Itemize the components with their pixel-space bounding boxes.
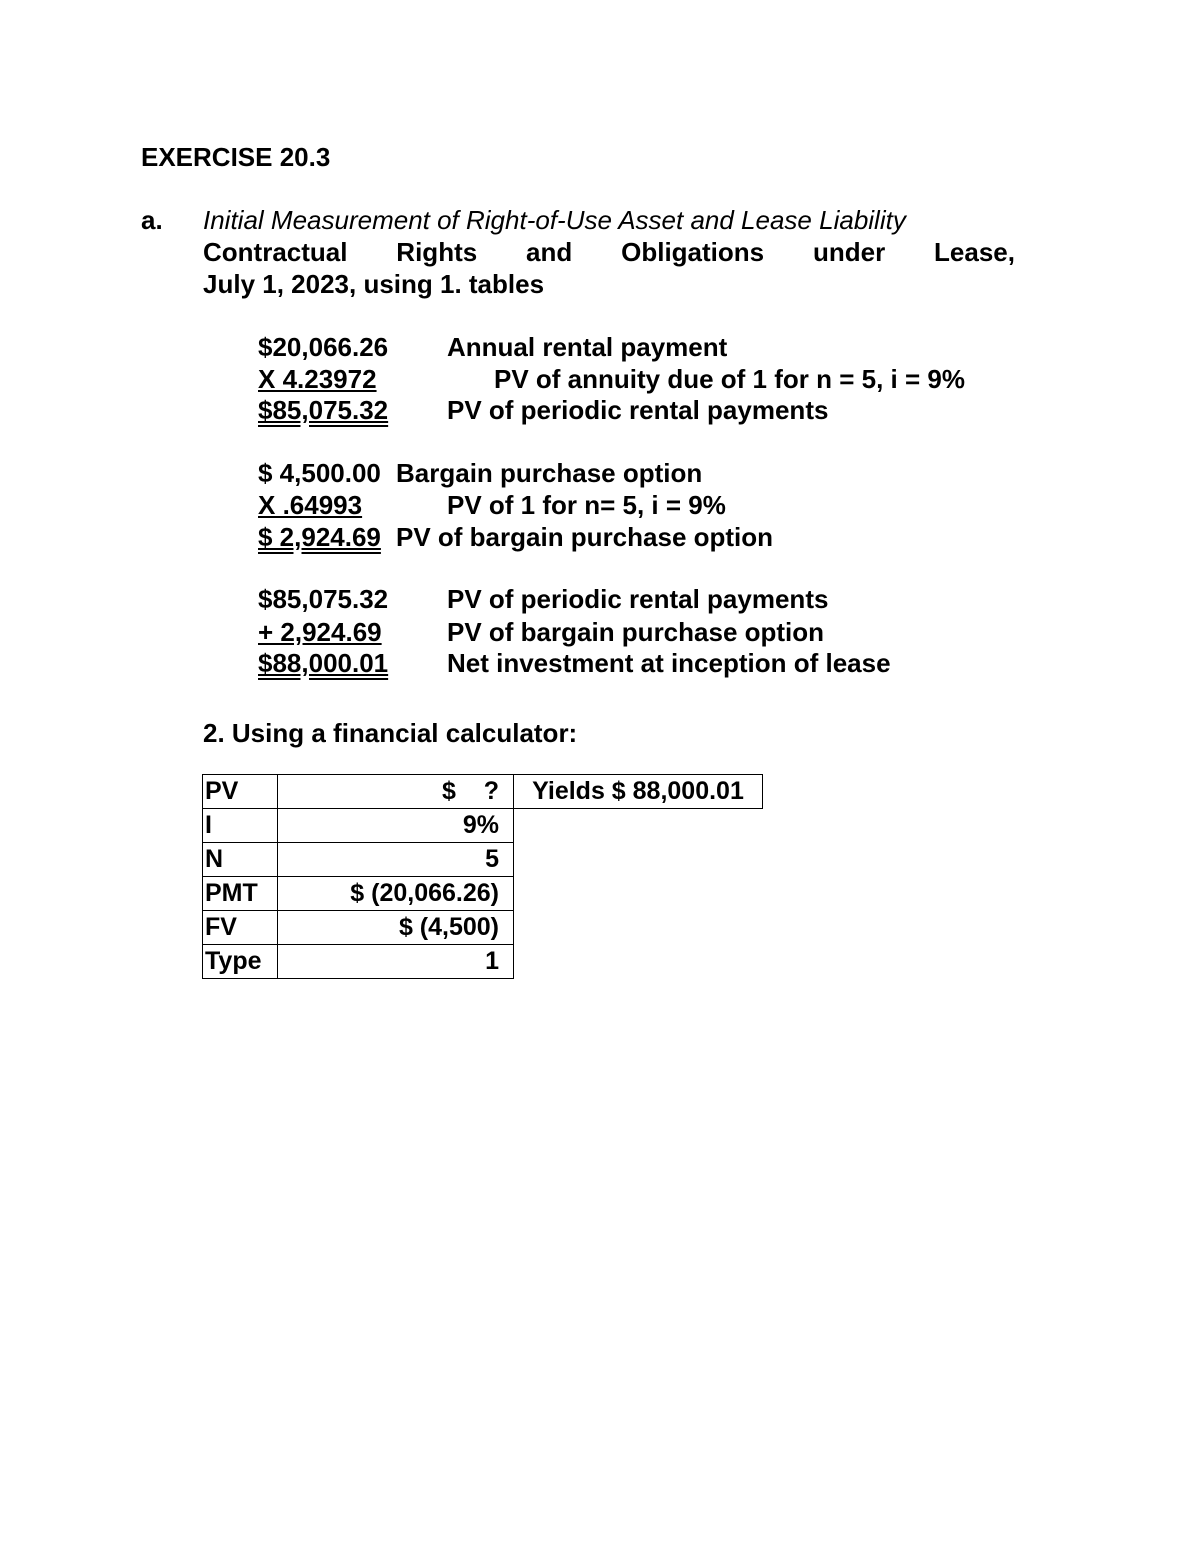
annual-rental-amount: $20,066.26 [258, 332, 389, 362]
bargain-option-desc: Bargain purchase option [396, 458, 703, 488]
calc-key-pmt: PMT [203, 877, 278, 911]
calc-key-type: Type [203, 945, 278, 979]
calc-key-pv: PV [203, 775, 278, 809]
part-label: a. [141, 205, 163, 235]
net-investment-desc: Net investment at inception of lease [447, 648, 891, 678]
table-row [203, 843, 763, 877]
heading-line-1: Contractual Rights and Obligations under Lease, [203, 237, 1015, 267]
subtitle: Initial Measurement of Right-of-Use Asset and Lease Liability [203, 205, 906, 235]
bargain-option-amount: $ 4,500.00 [258, 458, 381, 488]
calculator-heading: 2. Using a financial calculator: [203, 718, 578, 748]
pv-bargain-amount: $ 2,924.69 [258, 522, 381, 552]
calc-value-pv: $ ? [278, 775, 514, 809]
table-row [203, 877, 763, 911]
annual-rental-desc: Annual rental payment [447, 332, 728, 362]
table-row [203, 809, 763, 843]
calc-key-fv: FV [203, 911, 278, 945]
sum-bargain-amount: + 2,924.69 [258, 617, 382, 647]
table-row [203, 775, 763, 809]
pv-bargain-desc: PV of bargain purchase option [396, 522, 774, 552]
calc-key-n: N [203, 843, 278, 877]
pv-factor-amount: X .64993 [258, 490, 363, 520]
calculator-table [202, 774, 763, 979]
calc-key-i: I [203, 809, 278, 843]
calc-value-i: 9% [278, 809, 514, 843]
calc-value-pmt: $ (20,066.26) [278, 877, 514, 911]
exercise-title: EXERCISE 20.3 [141, 142, 331, 172]
pv-factor-desc: PV of 1 for n= 5, i = 9% [447, 490, 726, 520]
pv-rental-amount: $85,075.32 [258, 395, 389, 425]
calc-note-pv: Yields $ 88,000.01 [514, 775, 763, 809]
annuity-factor-desc: PV of annuity due of 1 for n = 5, i = 9% [494, 364, 965, 394]
sum-rental-amount: $85,075.32 [258, 584, 389, 614]
calc-value-type: 1 [278, 945, 514, 979]
sum-bargain-desc: PV of bargain purchase option [447, 617, 825, 647]
calc-value-n: 5 [278, 843, 514, 877]
pv-rental-desc: PV of periodic rental payments [447, 395, 829, 425]
annuity-factor-amount: X 4.23972 [258, 364, 377, 394]
calc-value-fv: $ (4,500) [278, 911, 514, 945]
table-row [203, 911, 763, 945]
heading-line-2: July 1, 2023, using 1. tables [203, 269, 545, 299]
sum-rental-desc: PV of periodic rental payments [447, 584, 829, 614]
net-investment-amount: $88,000.01 [258, 648, 389, 678]
table-row [203, 945, 763, 979]
